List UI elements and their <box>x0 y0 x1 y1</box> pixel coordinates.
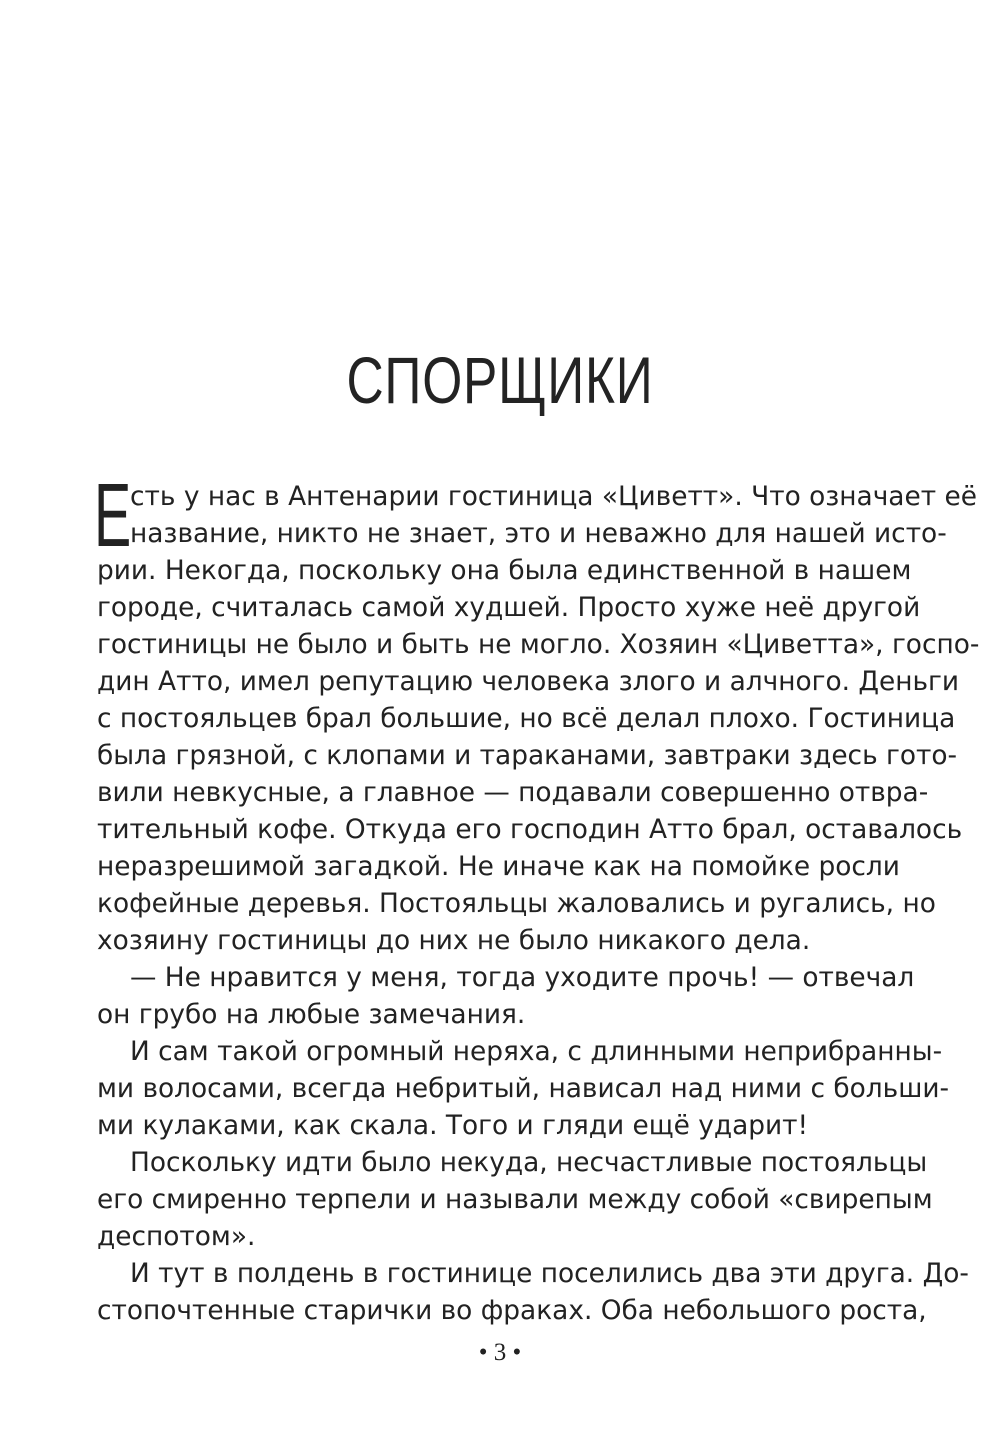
text-line: кофейные деревья. Постояльцы жаловались и ругались, но <box>97 888 936 919</box>
body-text <box>94 466 980 1329</box>
text-line: вили невкусные, а главное — подавали совершенно отвра- <box>97 777 929 808</box>
text-line: ми кулаками, как скала. Того и гляди ещё ударит! <box>97 1110 809 1141</box>
text-line: он грубо на любые замечания. <box>97 999 526 1030</box>
text-line: И тут в полдень в гостинице поселились два эти друга. До- <box>130 1258 969 1289</box>
text-line: была грязной, с клопами и тараканами, завтраки здесь гото- <box>97 740 958 771</box>
text-line: тительный кофе. Откуда его господин Атто брал, оставалось <box>97 814 963 845</box>
text-line: ми волосами, всегда небритый, нависал над ними с больши- <box>97 1073 950 1104</box>
text-line: с постояльцев брал большие, но всё делал плохо. Гостиница <box>97 703 956 734</box>
text-line: Поскольку идти было некуда, несчастливые постояльцы <box>130 1147 928 1178</box>
chapter-title: СПОРЩИКИ <box>346 343 654 417</box>
text-line: название, никто не знает, это и неважно для нашей исто- <box>130 518 947 549</box>
text-line: рии. Некогда, поскольку она была единственной в нашем <box>97 555 912 586</box>
text-line: деспотом». <box>97 1221 256 1252</box>
drop-cap: Е <box>94 466 132 566</box>
text-line: — Не нравится у меня, тогда уходите прочь! — отвечал <box>130 962 915 993</box>
page-number: • 3 • <box>478 1339 522 1366</box>
text-line: хозяину гостиницы до них не было никакого дела. <box>97 925 811 956</box>
text-line: его смиренно терпели и называли между собой «свирепым <box>97 1184 933 1215</box>
text-line: гостиницы не было и быть не могло. Хозяин «Циветта», госпо- <box>97 629 980 660</box>
text-line: сть у нас в Антенарии гостиница «Циветт». Что означает её <box>130 481 977 512</box>
text-line: дин Атто, имел репутацию человека злого и алчного. Деньги <box>97 666 960 697</box>
text-line: И сам такой огромный неряха, с длинными неприбранны- <box>130 1036 943 1067</box>
text-line: неразрешимой загадкой. Не иначе как на помойке росли <box>97 851 900 882</box>
text-line: стопочтенные старички во фраках. Оба небольшого роста, <box>97 1295 927 1326</box>
text-line: городе, считалась самой худшей. Просто хуже неё другой <box>97 592 921 623</box>
